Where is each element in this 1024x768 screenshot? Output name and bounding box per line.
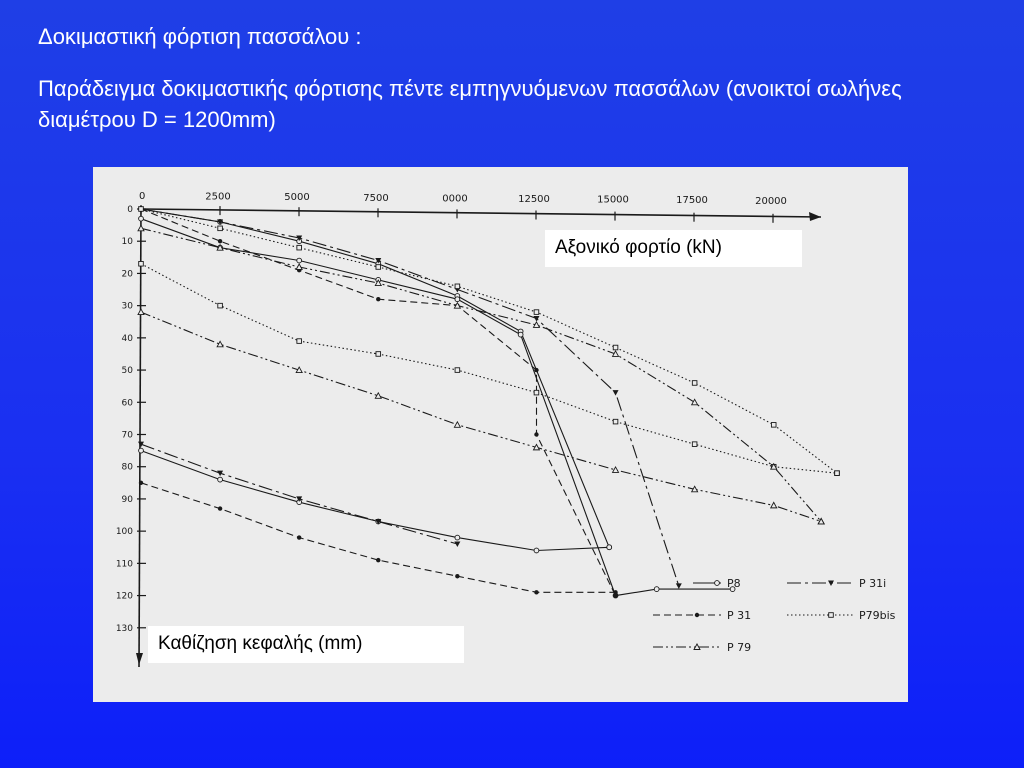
data-point xyxy=(613,590,617,594)
data-point xyxy=(692,381,697,386)
data-point xyxy=(217,341,223,347)
data-point xyxy=(455,297,460,302)
head-settlement-label: Καθίζηση κεφαλής (mm) xyxy=(148,626,464,663)
data-point xyxy=(654,587,659,592)
x-tick-label: 0 xyxy=(139,191,146,202)
data-point xyxy=(534,368,538,372)
data-point xyxy=(534,590,538,594)
x-axis-line xyxy=(141,209,821,217)
y-tick-label: 100 xyxy=(115,527,133,538)
x-tick-label: 20000 xyxy=(755,195,787,207)
data-point xyxy=(534,432,538,436)
x-tick-label: 17500 xyxy=(676,195,708,207)
data-point xyxy=(218,477,223,482)
data-point xyxy=(297,535,301,539)
data-point xyxy=(533,316,539,322)
series-line xyxy=(141,451,609,551)
data-point xyxy=(613,419,618,424)
data-point xyxy=(218,506,222,510)
data-point xyxy=(139,448,144,453)
data-point xyxy=(455,284,460,289)
slide-subtitle: Παράδειγμα δοκιμαστικής φόρτισης πέντε εμπηγνυόμενων πασσάλων (ανοικτοί σωλήνες διαμέτρου D = 1200mm) xyxy=(38,76,902,132)
data-point xyxy=(455,368,460,373)
load-settlement-chart xyxy=(93,167,908,702)
series-line xyxy=(141,219,733,596)
x-tick-label: 12500 xyxy=(518,194,550,205)
series-p-79 xyxy=(138,225,824,524)
series-line xyxy=(141,444,457,544)
data-point xyxy=(139,216,144,221)
legend xyxy=(653,577,896,654)
data-point xyxy=(218,226,223,231)
series-line xyxy=(141,312,821,521)
y-axis-arrow xyxy=(136,653,143,665)
data-point xyxy=(613,467,619,473)
x-tick-label: 2500 xyxy=(205,191,231,203)
y-tick-label: 110 xyxy=(115,559,133,570)
data-point xyxy=(607,545,612,550)
x-tick-label: 5000 xyxy=(284,192,310,204)
y-tick-label: 70 xyxy=(121,430,133,441)
data-point xyxy=(297,339,302,344)
x-tick-label: 7500 xyxy=(363,192,389,204)
y-tick-label: 10 xyxy=(121,237,133,248)
data-point xyxy=(692,399,698,405)
data-point xyxy=(835,471,840,476)
data-point xyxy=(138,309,144,315)
data-point xyxy=(218,303,223,308)
y-tick-label: 0 xyxy=(127,205,133,215)
data-point xyxy=(534,548,539,553)
data-point xyxy=(376,558,380,562)
series-line xyxy=(141,228,821,521)
data-point xyxy=(828,581,834,587)
data-point xyxy=(829,613,834,618)
data-point xyxy=(297,245,302,250)
legend-label: P 79 xyxy=(727,641,752,654)
data-point xyxy=(218,239,222,243)
data-point xyxy=(455,535,460,540)
y-tick-label: 50 xyxy=(121,366,133,377)
y-tick-label: 30 xyxy=(121,301,133,312)
legend-label: P 31i xyxy=(859,577,887,590)
x-tick-label: 0000 xyxy=(442,193,468,205)
legend-label: P 31 xyxy=(727,609,752,622)
y-tick-label: 130 xyxy=(115,623,133,634)
data-point xyxy=(715,581,720,586)
x-tick-label: 15000 xyxy=(597,194,629,206)
slide-title: Δοκιμαστική φόρτιση πασσάλου : xyxy=(38,24,362,49)
data-point xyxy=(771,423,776,428)
y-axis-line xyxy=(139,206,141,667)
data-point xyxy=(139,207,144,212)
data-point xyxy=(297,258,302,263)
data-point xyxy=(534,390,539,395)
data-point xyxy=(771,502,777,508)
y-tick-label: 20 xyxy=(121,269,133,280)
data-point xyxy=(376,297,380,301)
data-point xyxy=(376,265,381,270)
y-tick-label: 120 xyxy=(115,591,133,602)
data-point xyxy=(534,310,539,315)
data-point xyxy=(692,442,697,447)
data-point xyxy=(454,542,460,548)
data-point xyxy=(376,352,381,357)
x-axis-arrow xyxy=(809,212,821,221)
y-tick-label: 40 xyxy=(121,333,133,344)
legend-label: P79bis xyxy=(859,609,896,622)
data-point xyxy=(138,225,144,231)
data-point xyxy=(695,613,699,617)
data-point xyxy=(455,574,459,578)
data-point xyxy=(454,422,460,428)
data-point xyxy=(518,332,523,337)
axial-load-label: Αξονικό φορτίο (kN) xyxy=(545,230,802,267)
series-line xyxy=(141,264,837,473)
data-point xyxy=(613,390,619,396)
y-tick-label: 80 xyxy=(121,462,133,473)
data-point xyxy=(296,264,302,270)
data-point xyxy=(676,583,682,589)
data-point xyxy=(139,261,144,266)
data-point xyxy=(613,345,618,350)
series-line xyxy=(141,483,616,593)
y-tick-label: 90 xyxy=(121,494,133,505)
legend-label: P8 xyxy=(727,577,741,590)
data-point xyxy=(139,481,143,485)
y-tick-label: 60 xyxy=(121,398,133,409)
series-line xyxy=(141,209,609,547)
